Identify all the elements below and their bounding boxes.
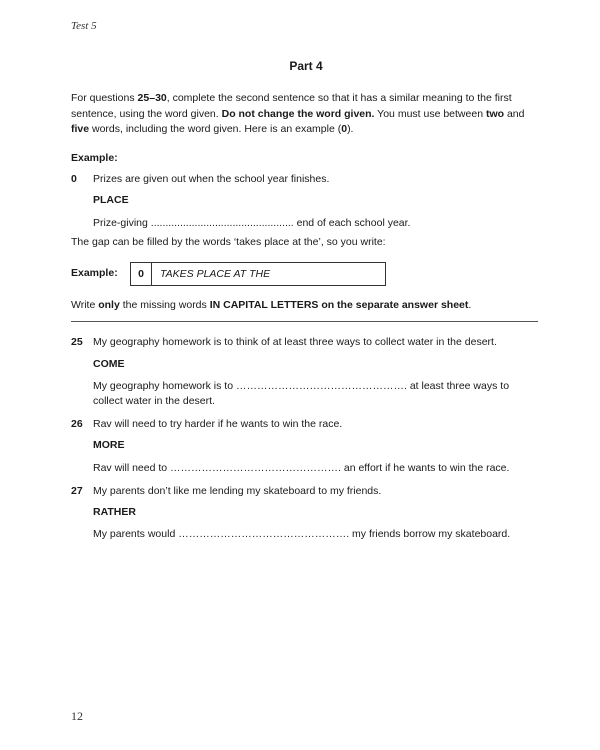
- instructions: [71, 91, 541, 137]
- example-box-answer: TAKES PLACE AT THE: [160, 267, 271, 280]
- question-sentence: My parents don’t like me lending my skateboard to my friends.: [93, 484, 382, 497]
- question-keyword: MORE: [93, 439, 125, 452]
- write-note-emphasis: only: [98, 299, 120, 312]
- question-sentence: Rav will need to try harder if he wants to win the race.: [93, 418, 343, 431]
- question-row: [71, 484, 541, 499]
- question-number: 25: [71, 336, 83, 349]
- instructions-text: You must use between: [374, 107, 486, 120]
- instructions-example-ref: 0: [341, 122, 348, 135]
- question-number: 26: [71, 418, 83, 431]
- question-sentence: My geography homework is to think of at least three ways to collect water in the desert.: [93, 336, 497, 349]
- instructions-text: ).: [347, 122, 354, 135]
- page-content: [71, 58, 541, 551]
- write-instruction: [71, 298, 541, 313]
- example-answer-box-row: [71, 262, 541, 286]
- instructions-text: For questions: [71, 92, 138, 105]
- test-label: Test 5: [71, 20, 97, 32]
- question-answer-line[interactable]: Rav will need to …………………………………………. an effort if he wants to win the race.: [93, 461, 510, 474]
- divider: [71, 321, 538, 322]
- question-25: [71, 335, 541, 409]
- question-answer-line[interactable]: My parents would …………………………………………. my friends borrow my skateboard.: [93, 528, 511, 541]
- instructions-question-range: 25–30: [137, 92, 167, 105]
- instructions-text: , complete the second sentence so that it has a similar meaning to the first sentence, using the word given.: [71, 92, 512, 120]
- write-note-capitals: IN CAPITAL LETTERS on the separate answer sheet: [209, 299, 469, 312]
- example-number: 0: [71, 173, 77, 186]
- instructions-max-words: five: [71, 122, 90, 135]
- example-heading: Example:: [71, 152, 118, 165]
- question-keyword: COME: [93, 357, 125, 370]
- question-26: [71, 417, 541, 476]
- write-note-text: the missing words: [119, 299, 210, 312]
- question-27: [71, 484, 541, 543]
- question-row: [71, 417, 541, 432]
- instructions-text: words, including the word given. Here is an example (: [89, 122, 342, 135]
- question-row: [71, 335, 541, 350]
- question-keyword: RATHER: [93, 506, 136, 519]
- instructions-min-words: two: [485, 107, 505, 120]
- example-answer-box: [130, 262, 386, 286]
- part-title: Part 4: [289, 59, 323, 73]
- example-question: [71, 172, 541, 187]
- question-number: 27: [71, 484, 83, 497]
- example-sentence: Prizes are given out when the school year finishes.: [93, 173, 330, 186]
- write-note-text: .: [468, 299, 472, 312]
- example-answer-line: Prize-giving ................................................. end of each school year.: [93, 216, 411, 229]
- instructions-warning: Do not change the word given.: [221, 107, 375, 120]
- question-answer-line[interactable]: My geography homework is to …………………………………………. at least three ways to collect water in the desert.: [93, 379, 510, 408]
- example-keyword: PLACE: [93, 194, 129, 207]
- page-number: 12: [71, 709, 83, 723]
- gap-note: The gap can be filled by the words ‘takes place at the’, so you write:: [71, 235, 386, 248]
- instructions-text: and: [504, 107, 525, 120]
- example-box-number: 0: [131, 263, 152, 285]
- write-note-text: Write: [71, 299, 99, 312]
- example-box-label: Example:: [71, 267, 118, 280]
